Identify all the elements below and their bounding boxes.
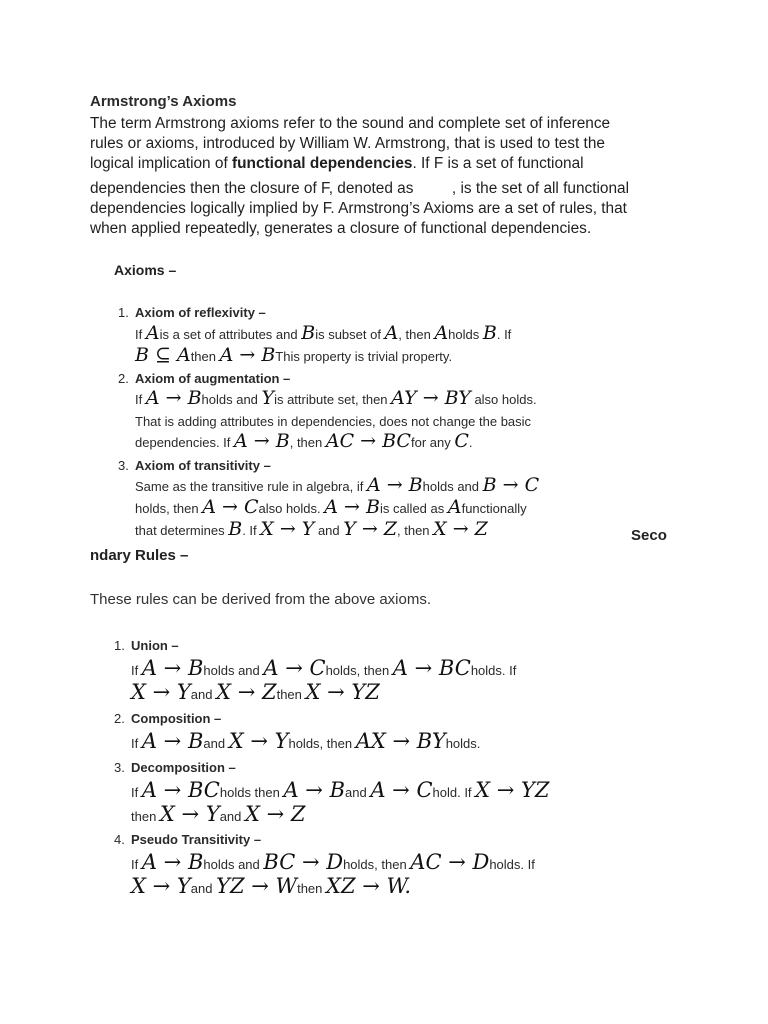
axiom-row bbox=[135, 496, 527, 518]
math: A → B bbox=[283, 778, 346, 802]
math: X → Z bbox=[216, 680, 277, 704]
math: A → B bbox=[141, 729, 204, 753]
intro-line: dependencies logically implied by F. Armstrong’s Axioms are a set of rules, that bbox=[90, 200, 627, 217]
math: A → C bbox=[370, 778, 433, 802]
math: A → C bbox=[263, 656, 326, 680]
math: B → C bbox=[482, 474, 540, 496]
text: and bbox=[190, 687, 217, 702]
rule-row bbox=[131, 729, 480, 753]
axiom-reflexivity-heading: Axiom of reflexivity – bbox=[135, 305, 266, 320]
math: X → YZ bbox=[475, 778, 550, 802]
text: If bbox=[131, 736, 142, 751]
text: also holds. bbox=[258, 501, 325, 516]
text: and bbox=[314, 523, 344, 538]
text: for any bbox=[410, 435, 455, 450]
math: A → B bbox=[141, 656, 204, 680]
composition-heading: Composition – bbox=[131, 711, 222, 726]
math: A → C bbox=[202, 496, 259, 518]
text: holds and bbox=[201, 392, 262, 407]
math: A → B bbox=[234, 430, 290, 452]
text: If bbox=[131, 663, 142, 678]
math: AC → BC bbox=[325, 430, 411, 452]
list-number: 1. bbox=[114, 638, 125, 653]
pseudo-transitivity-heading: Pseudo Transitivity – bbox=[131, 832, 262, 847]
text: , then bbox=[397, 523, 434, 538]
axiom-row bbox=[135, 322, 511, 344]
text: , then bbox=[398, 327, 435, 342]
secondary-heading-part1: Seco bbox=[631, 527, 667, 544]
intro-line: when applied repeatedly, generates a closure of functional dependencies. bbox=[90, 220, 592, 237]
text: functionally bbox=[461, 501, 527, 516]
text: holds. bbox=[445, 736, 481, 751]
text: also holds. bbox=[470, 392, 537, 407]
list-number: 3. bbox=[114, 760, 125, 775]
math: X → Y bbox=[228, 729, 289, 753]
intro-text: . If F is a set of functional bbox=[412, 155, 584, 172]
math: A → B bbox=[324, 496, 380, 518]
math: A → BC bbox=[141, 778, 220, 802]
secondary-heading-part2: ndary Rules – bbox=[90, 547, 189, 564]
math: B bbox=[482, 322, 497, 344]
math: A bbox=[384, 322, 399, 344]
text: holds then bbox=[219, 785, 284, 800]
math: A bbox=[145, 322, 160, 344]
math: AX → BY bbox=[355, 729, 446, 753]
text: is attribute set, then bbox=[274, 392, 392, 407]
functional-dependencies-term: functional dependencies bbox=[232, 155, 413, 172]
math: X → Z bbox=[245, 802, 306, 826]
text: If bbox=[135, 392, 146, 407]
rule-row bbox=[131, 656, 516, 680]
math: AY → BY bbox=[391, 387, 471, 409]
math: A → BC bbox=[392, 656, 471, 680]
math: X → Y bbox=[159, 802, 220, 826]
text: and bbox=[203, 736, 229, 751]
math: A → B bbox=[366, 474, 423, 496]
math: A → B bbox=[145, 387, 202, 409]
text: , then bbox=[289, 435, 326, 450]
text: holds and bbox=[203, 857, 264, 872]
text: holds, then bbox=[135, 501, 203, 516]
math: X → Z bbox=[433, 518, 488, 540]
text: hold. If bbox=[432, 785, 476, 800]
rule-row bbox=[131, 802, 306, 826]
intro-line: rules or axioms, introduced by William W. Armstrong, that is used to test the bbox=[90, 135, 605, 152]
intro-line: dependencies then the closure of F, denoted as , is the set of all functional bbox=[90, 180, 630, 197]
text: If bbox=[135, 327, 146, 342]
math: X → Y bbox=[260, 518, 315, 540]
text: holds, then bbox=[288, 736, 356, 751]
text: holds, then bbox=[325, 663, 393, 678]
text: holds bbox=[448, 327, 483, 342]
axiom-transitivity-heading: Axiom of transitivity – bbox=[135, 458, 271, 473]
rule-row bbox=[131, 778, 550, 802]
text: If bbox=[131, 857, 142, 872]
list-number: 2. bbox=[114, 711, 125, 726]
math: A → B bbox=[219, 344, 276, 366]
intro-text: logical implication of bbox=[90, 155, 233, 172]
text: then bbox=[131, 809, 160, 824]
axiom-row bbox=[135, 518, 488, 540]
page-title: Armstrong’s Axioms bbox=[90, 93, 237, 110]
math: YZ → W bbox=[216, 874, 298, 898]
text: then bbox=[297, 881, 326, 896]
axiom-row bbox=[135, 430, 473, 452]
math: Y bbox=[261, 387, 275, 409]
text: and bbox=[219, 809, 245, 824]
math: AC → D bbox=[410, 850, 490, 874]
text: is called as bbox=[379, 501, 448, 516]
text: holds. If bbox=[470, 663, 517, 678]
decomposition-heading: Decomposition – bbox=[131, 760, 236, 775]
math: A bbox=[434, 322, 449, 344]
axiom-row bbox=[135, 474, 539, 496]
axioms-heading: Axioms – bbox=[114, 262, 177, 278]
math: A bbox=[447, 496, 462, 518]
intro-paragraph bbox=[90, 114, 690, 239]
text: holds, then bbox=[343, 857, 411, 872]
text: . If bbox=[496, 327, 512, 342]
axiom-row bbox=[135, 387, 537, 409]
text: is subset of bbox=[315, 327, 385, 342]
text: then bbox=[276, 687, 306, 702]
math: . bbox=[404, 874, 412, 898]
list-number: 1. bbox=[118, 305, 129, 320]
text: then bbox=[190, 349, 220, 364]
text: holds. If bbox=[489, 857, 535, 872]
math: B ⊆ A bbox=[135, 344, 191, 366]
text: is a set of attributes and bbox=[159, 327, 302, 342]
union-heading: Union – bbox=[131, 638, 179, 653]
text: and bbox=[345, 785, 371, 800]
rule-row bbox=[131, 850, 535, 874]
text: and bbox=[190, 881, 217, 896]
axiom-row: That is adding attributes in dependencies, does not change the basic bbox=[135, 414, 532, 429]
text: that determines bbox=[135, 523, 229, 538]
math: A → B bbox=[141, 850, 204, 874]
math: B bbox=[301, 322, 316, 344]
math: C bbox=[454, 430, 469, 452]
math: Y → Z bbox=[343, 518, 397, 540]
axiom-row bbox=[135, 344, 452, 366]
intro-line bbox=[90, 154, 690, 174]
text: If bbox=[131, 785, 142, 800]
text: Same as the transitive rule in algebra, if bbox=[135, 479, 367, 494]
list-number: 2. bbox=[118, 371, 129, 386]
axiom-augmentation-heading: Axiom of augmentation – bbox=[135, 371, 291, 386]
math: XZ → W bbox=[326, 874, 405, 898]
text: dependencies. If bbox=[135, 435, 235, 450]
text: . If bbox=[242, 523, 261, 538]
text: This property is trivial property. bbox=[275, 349, 453, 364]
text: holds and bbox=[422, 479, 483, 494]
secondary-intro: These rules can be derived from the above axioms. bbox=[90, 591, 432, 608]
math: B bbox=[228, 518, 243, 540]
math: X → YZ bbox=[305, 680, 380, 704]
text: holds and bbox=[203, 663, 264, 678]
text: . bbox=[468, 435, 473, 450]
list-number: 4. bbox=[114, 832, 125, 847]
math: BC → D bbox=[263, 850, 344, 874]
math: X → Y bbox=[131, 874, 191, 898]
intro-line: The term Armstrong axioms refer to the sound and complete set of inference bbox=[90, 115, 611, 132]
rule-row bbox=[131, 874, 411, 898]
math: X → Y bbox=[131, 680, 191, 704]
list-number: 3. bbox=[118, 458, 129, 473]
rule-row bbox=[131, 680, 380, 704]
